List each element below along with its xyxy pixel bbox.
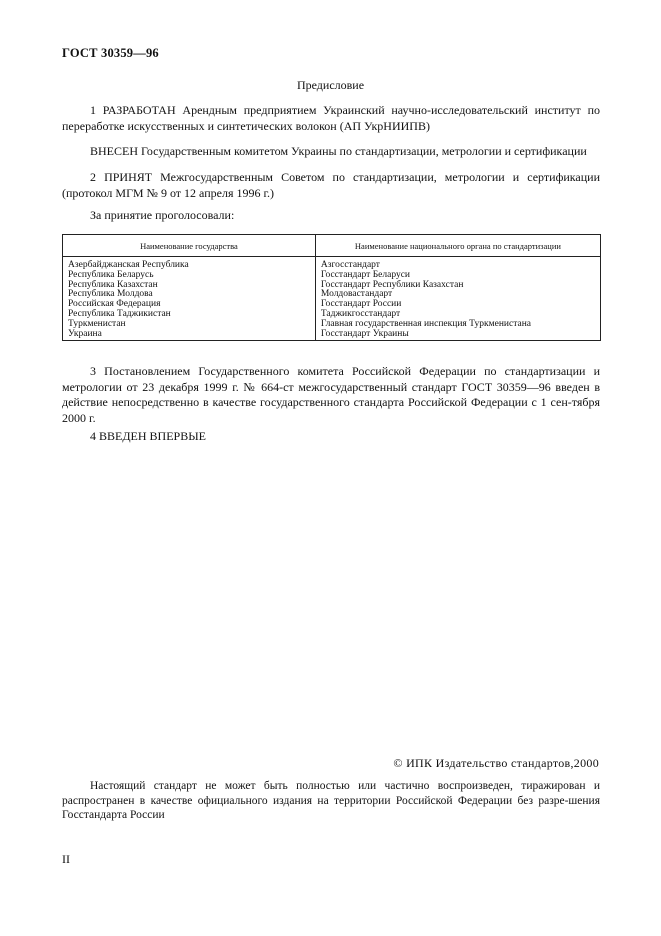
state-name: Азербайджанская Республика <box>68 260 189 270</box>
paragraph-introduced-text: ВНЕСЕН Государственным комитетом Украины по стандартизации, метрологии и сертификации <box>90 144 587 158</box>
paragraph-enacted-text: 3 Постановлением Государственного комитета Российской Федерации по стандартизации и метрологии от 23 декабря 1999 г. № 664-ст межгосударственный стандарт ГОСТ 30359—96 введен в действие непосредственно в качестве государственного стандарта Российской Федерации с 1 сен-тября 2000 г. <box>62 364 600 425</box>
paragraph-introduced <box>62 144 600 160</box>
standards-body-name: Молдовастандарт <box>320 289 393 300</box>
paragraph-enacted <box>62 364 600 426</box>
bodies-column <box>315 257 600 341</box>
standards-body-name: Таджикгосстандарт <box>320 308 401 319</box>
state-name: Украина <box>68 328 102 339</box>
state-name: Республика Таджикистан <box>68 308 171 319</box>
vote-intro: За принятие проголосовали: <box>90 208 235 222</box>
paragraph-developed <box>62 103 600 134</box>
state-name: Республика Беларусь <box>68 269 154 280</box>
state-name: Российская Федерация <box>68 299 161 310</box>
paragraph-adopted <box>62 170 600 201</box>
paragraph-developed-text: 1 РАЗРАБОТАН Арендным предприятием Украинский научно-исследовательский институт по переработке искусственных и синтетических волокон (АП УкрНИИПВ) <box>62 103 600 133</box>
table-body-row <box>63 257 601 341</box>
standards-body-name: Азгосстандарт <box>320 260 380 270</box>
paragraph-first-introduced-text: 4 ВВЕДЕН ВПЕРВЫЕ <box>90 429 206 443</box>
column-header-state: Наименование государства <box>63 235 316 257</box>
state-name: Республика Казахстан <box>68 279 158 290</box>
paragraph-adopted-text: 2 ПРИНЯТ Межгосударственным Советом по стандартизации, метрологии и сертификации (протокол МГМ № 9 от 12 апреля 1996 г.) <box>62 170 600 200</box>
table-header-row <box>63 235 601 257</box>
standards-body-name: Госстандарт Беларуси <box>320 269 411 280</box>
section-title: Предисловие <box>296 78 365 92</box>
voting-states-table <box>62 234 601 341</box>
states-column <box>63 257 316 341</box>
page-number: II <box>62 852 70 866</box>
standards-body-name: Главная государственная инспекция Туркменистана <box>320 318 532 329</box>
reproduction-notice-text: Настоящий стандарт не может быть полностью или частично воспроизведен, тиражирован и распространен в качестве официального издания на территории Российской Федерации без разре-шения Госстандарта России <box>62 780 600 821</box>
reproduction-notice <box>62 779 600 823</box>
standards-body-name: Госстандарт России <box>320 299 402 310</box>
column-header-body: Наименование национального органа по стандартизации <box>315 235 600 257</box>
state-name: Туркменистан <box>68 318 126 329</box>
document-code: ГОСТ 30359—96 <box>62 46 159 60</box>
standards-body-name: Госстандарт Республики Казахстан <box>320 279 464 290</box>
paragraph-first-introduced <box>62 429 600 445</box>
state-name: Республика Молдова <box>68 289 153 300</box>
standards-body-name: Госстандарт Украины <box>320 328 409 339</box>
copyright-line: © ИПК Издательство стандартов,2000 <box>393 756 599 770</box>
